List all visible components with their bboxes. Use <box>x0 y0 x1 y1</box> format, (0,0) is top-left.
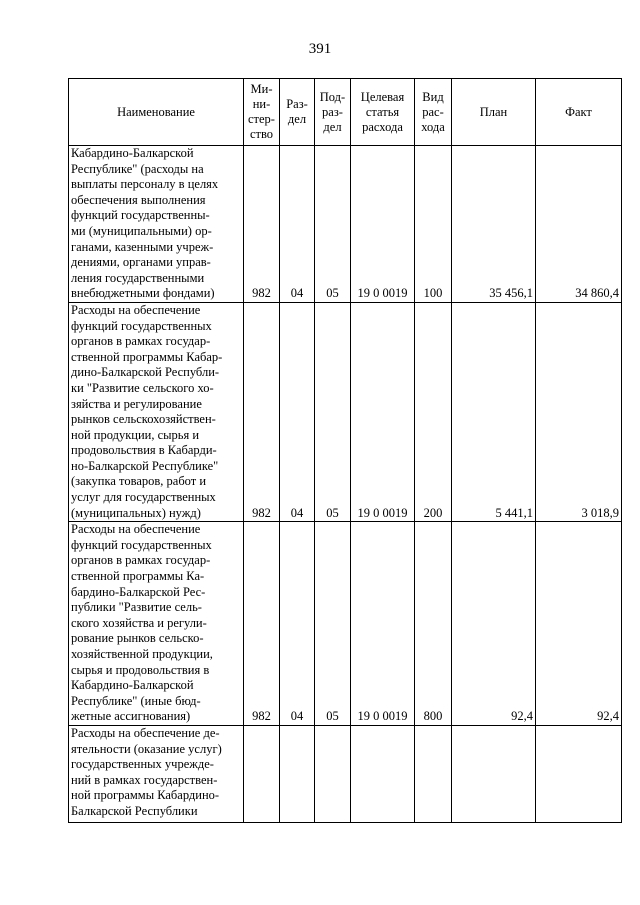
cell-plan: 35 456,1 <box>452 146 536 303</box>
cell-plan <box>452 725 536 822</box>
cell-name: Расходы на обеспечение функций государственных органов в рамках государ- ственной программы Кабар- дино-Балкарской Республи- ки "Развитие сельского хо- зяйства и регулирование рынков сельскохозяйствен- ной продукции, сырья и продовольствия в Кабарди- но-Балкарской Республике" (закупка товаров, работ и услуг для государственных (муниципальных) нужд) <box>69 302 244 521</box>
cell-type: 100 <box>415 146 452 303</box>
header-fact: Факт <box>536 79 622 146</box>
header-section: Раз- дел <box>280 79 315 146</box>
cell-subsection: 05 <box>315 302 351 521</box>
cell-plan: 5 441,1 <box>452 302 536 521</box>
cell-ministry: 982 <box>244 522 280 726</box>
cell-fact: 92,4 <box>536 522 622 726</box>
cell-section <box>280 725 315 822</box>
budget-table <box>68 78 622 823</box>
header-name: Наименование <box>69 79 244 146</box>
cell-section: 04 <box>280 302 315 521</box>
cell-name: Кабардино-Балкарской Республике" (расходы на выплаты персоналу в целях обеспечения выполнения функций государственны- ми (муниципальными) ор- ганами, казенными учреж- дениями, органами управ- ления государственными внебюджетными фондами) <box>69 146 244 303</box>
table-row <box>69 522 622 726</box>
header-subsection: Под- раз- дел <box>315 79 351 146</box>
cell-ministry <box>244 725 280 822</box>
header-plan: План <box>452 79 536 146</box>
cell-target: 19 0 0019 <box>351 146 415 303</box>
cell-target <box>351 725 415 822</box>
cell-fact <box>536 725 622 822</box>
cell-type: 800 <box>415 522 452 726</box>
cell-subsection: 05 <box>315 146 351 303</box>
cell-ministry: 982 <box>244 302 280 521</box>
table-row <box>69 146 622 303</box>
cell-section: 04 <box>280 522 315 726</box>
cell-fact: 3 018,9 <box>536 302 622 521</box>
cell-subsection <box>315 725 351 822</box>
cell-plan: 92,4 <box>452 522 536 726</box>
cell-name: Расходы на обеспечение де- ятельности (оказание услуг) государственных учрежде- ний в рамках государствен- ной программы Кабардино- Балкарской Республики <box>69 725 244 822</box>
header-expense-type: Вид рас- хода <box>415 79 452 146</box>
table-row <box>69 725 622 822</box>
cell-target: 19 0 0019 <box>351 302 415 521</box>
header-ministry: Ми- ни- стер- ство <box>244 79 280 146</box>
cell-section: 04 <box>280 146 315 303</box>
page-number: 391 <box>308 41 332 57</box>
cell-name: Расходы на обеспечение функций государственных органов в рамках государ- ственной программы Ка- бардино-Балкарской Рес- публики "Развитие сель- ского хозяйства и регули- рование рынков сельско- хозяйственной продукции, сырья и продовольствия в Кабардино-Балкарской Республике" (иные бюд- жетные ассигнования) <box>69 522 244 726</box>
table-header-row <box>69 79 622 146</box>
cell-ministry: 982 <box>244 146 280 303</box>
header-target-article: Целевая статья расхода <box>351 79 415 146</box>
cell-type: 200 <box>415 302 452 521</box>
cell-type <box>415 725 452 822</box>
cell-subsection: 05 <box>315 522 351 726</box>
cell-fact: 34 860,4 <box>536 146 622 303</box>
cell-target: 19 0 0019 <box>351 522 415 726</box>
table-row <box>69 302 622 521</box>
